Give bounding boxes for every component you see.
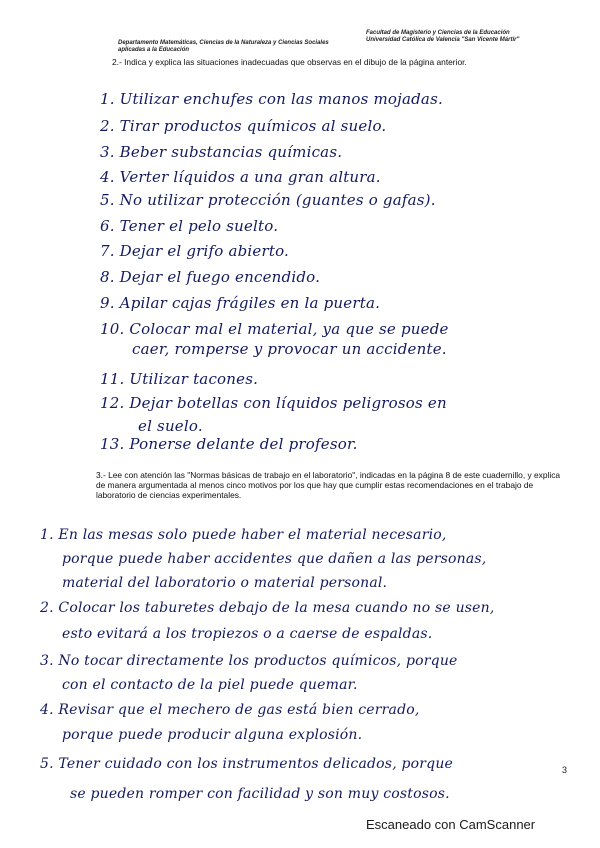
answer-3-line: porque puede producir alguna explosión.: [62, 727, 363, 743]
answer-2-line: 11. Utilizar tacones.: [100, 370, 259, 388]
answer-2-line: 6. Tener el pelo suelto.: [100, 217, 279, 235]
answer-2-line: 12. Dejar botellas con líquidos peligrosos en: [100, 394, 447, 412]
faculty-header: [366, 30, 566, 44]
answer-2-line: 9. Apilar cajas frágiles en la puerta.: [100, 294, 381, 312]
answer-3-line: material del laboratorio o material personal.: [62, 575, 388, 591]
question-3-prompt: 3.- Lee con atención las "Normas básicas de trabajo en el laboratorio", indicadas en la página 8 de este cuadernillo, y explica de manera argumentada al menos cinco motivos por los que hay que cumplir estas recomendaciones en el trabajo de laboratorio de ciencias experimentales.: [96, 470, 561, 500]
answer-2-line: 5. No utilizar protección (guantes o gafas).: [100, 191, 436, 209]
answer-3-line: esto evitará a los tropiezos o a caerse de espaldas.: [62, 626, 433, 642]
answer-3-line: con el contacto de la piel puede quemar.: [62, 677, 358, 693]
answer-2-line: 2. Tirar productos químicos al suelo.: [100, 117, 387, 135]
answer-2-line: caer, romperse y provocar un accidente.: [132, 340, 447, 358]
answer-2-line: 7. Dejar el grifo abierto.: [100, 242, 290, 260]
answer-3-line: 1. En las mesas solo puede haber el material necesario,: [40, 527, 447, 543]
answer-3-line: 4. Revisar que el mechero de gas está bien cerrado,: [40, 702, 420, 718]
question-2-prompt: 2.- Indica y explica las situaciones inadecuadas que observas en el dibujo de la página anterior.: [112, 57, 467, 67]
answer-2-line: 4. Verter líquidos a una gran altura.: [100, 168, 381, 186]
answer-3-line: 2. Colocar los taburetes debajo de la mesa cuando no se usen,: [40, 600, 495, 616]
answer-3-line: se pueden romper con facilidad y son muy costosos.: [70, 786, 450, 802]
answer-3-line: 3. No tocar directamente los productos químicos, porque: [40, 653, 458, 669]
answer-3-line: 5. Tener cuidado con los instrumentos delicados, porque: [40, 756, 454, 772]
answer-2-line: 3. Beber substancias químicas.: [100, 143, 343, 161]
answer-3-line: porque puede haber accidentes que dañen a las personas,: [62, 551, 487, 567]
answer-2-line: 13. Ponerse delante del profesor.: [100, 435, 358, 453]
answer-2-line: el suelo.: [138, 417, 203, 435]
answer-2-line: 8. Dejar el fuego encendido.: [100, 268, 321, 286]
answer-2-line: 10. Colocar mal el material, ya que se puede: [100, 320, 449, 338]
faculty-header-line-2: Universidad Católica de Valencia "San Vicente Mártir": [366, 37, 520, 43]
answer-2-line: 1. Utilizar enchufes con las manos mojadas.: [100, 90, 443, 108]
department-header: Departamento Matemáticas, Ciencias de la Naturaleza y Ciencias Sociales aplicadas a la Educación: [118, 40, 329, 53]
faculty-header-line-1: Facultad de Magisterio y Ciencias de la Educación: [366, 30, 510, 36]
camscanner-watermark: Escaneado con CamScanner: [366, 817, 536, 832]
page-number: 3: [562, 765, 568, 775]
